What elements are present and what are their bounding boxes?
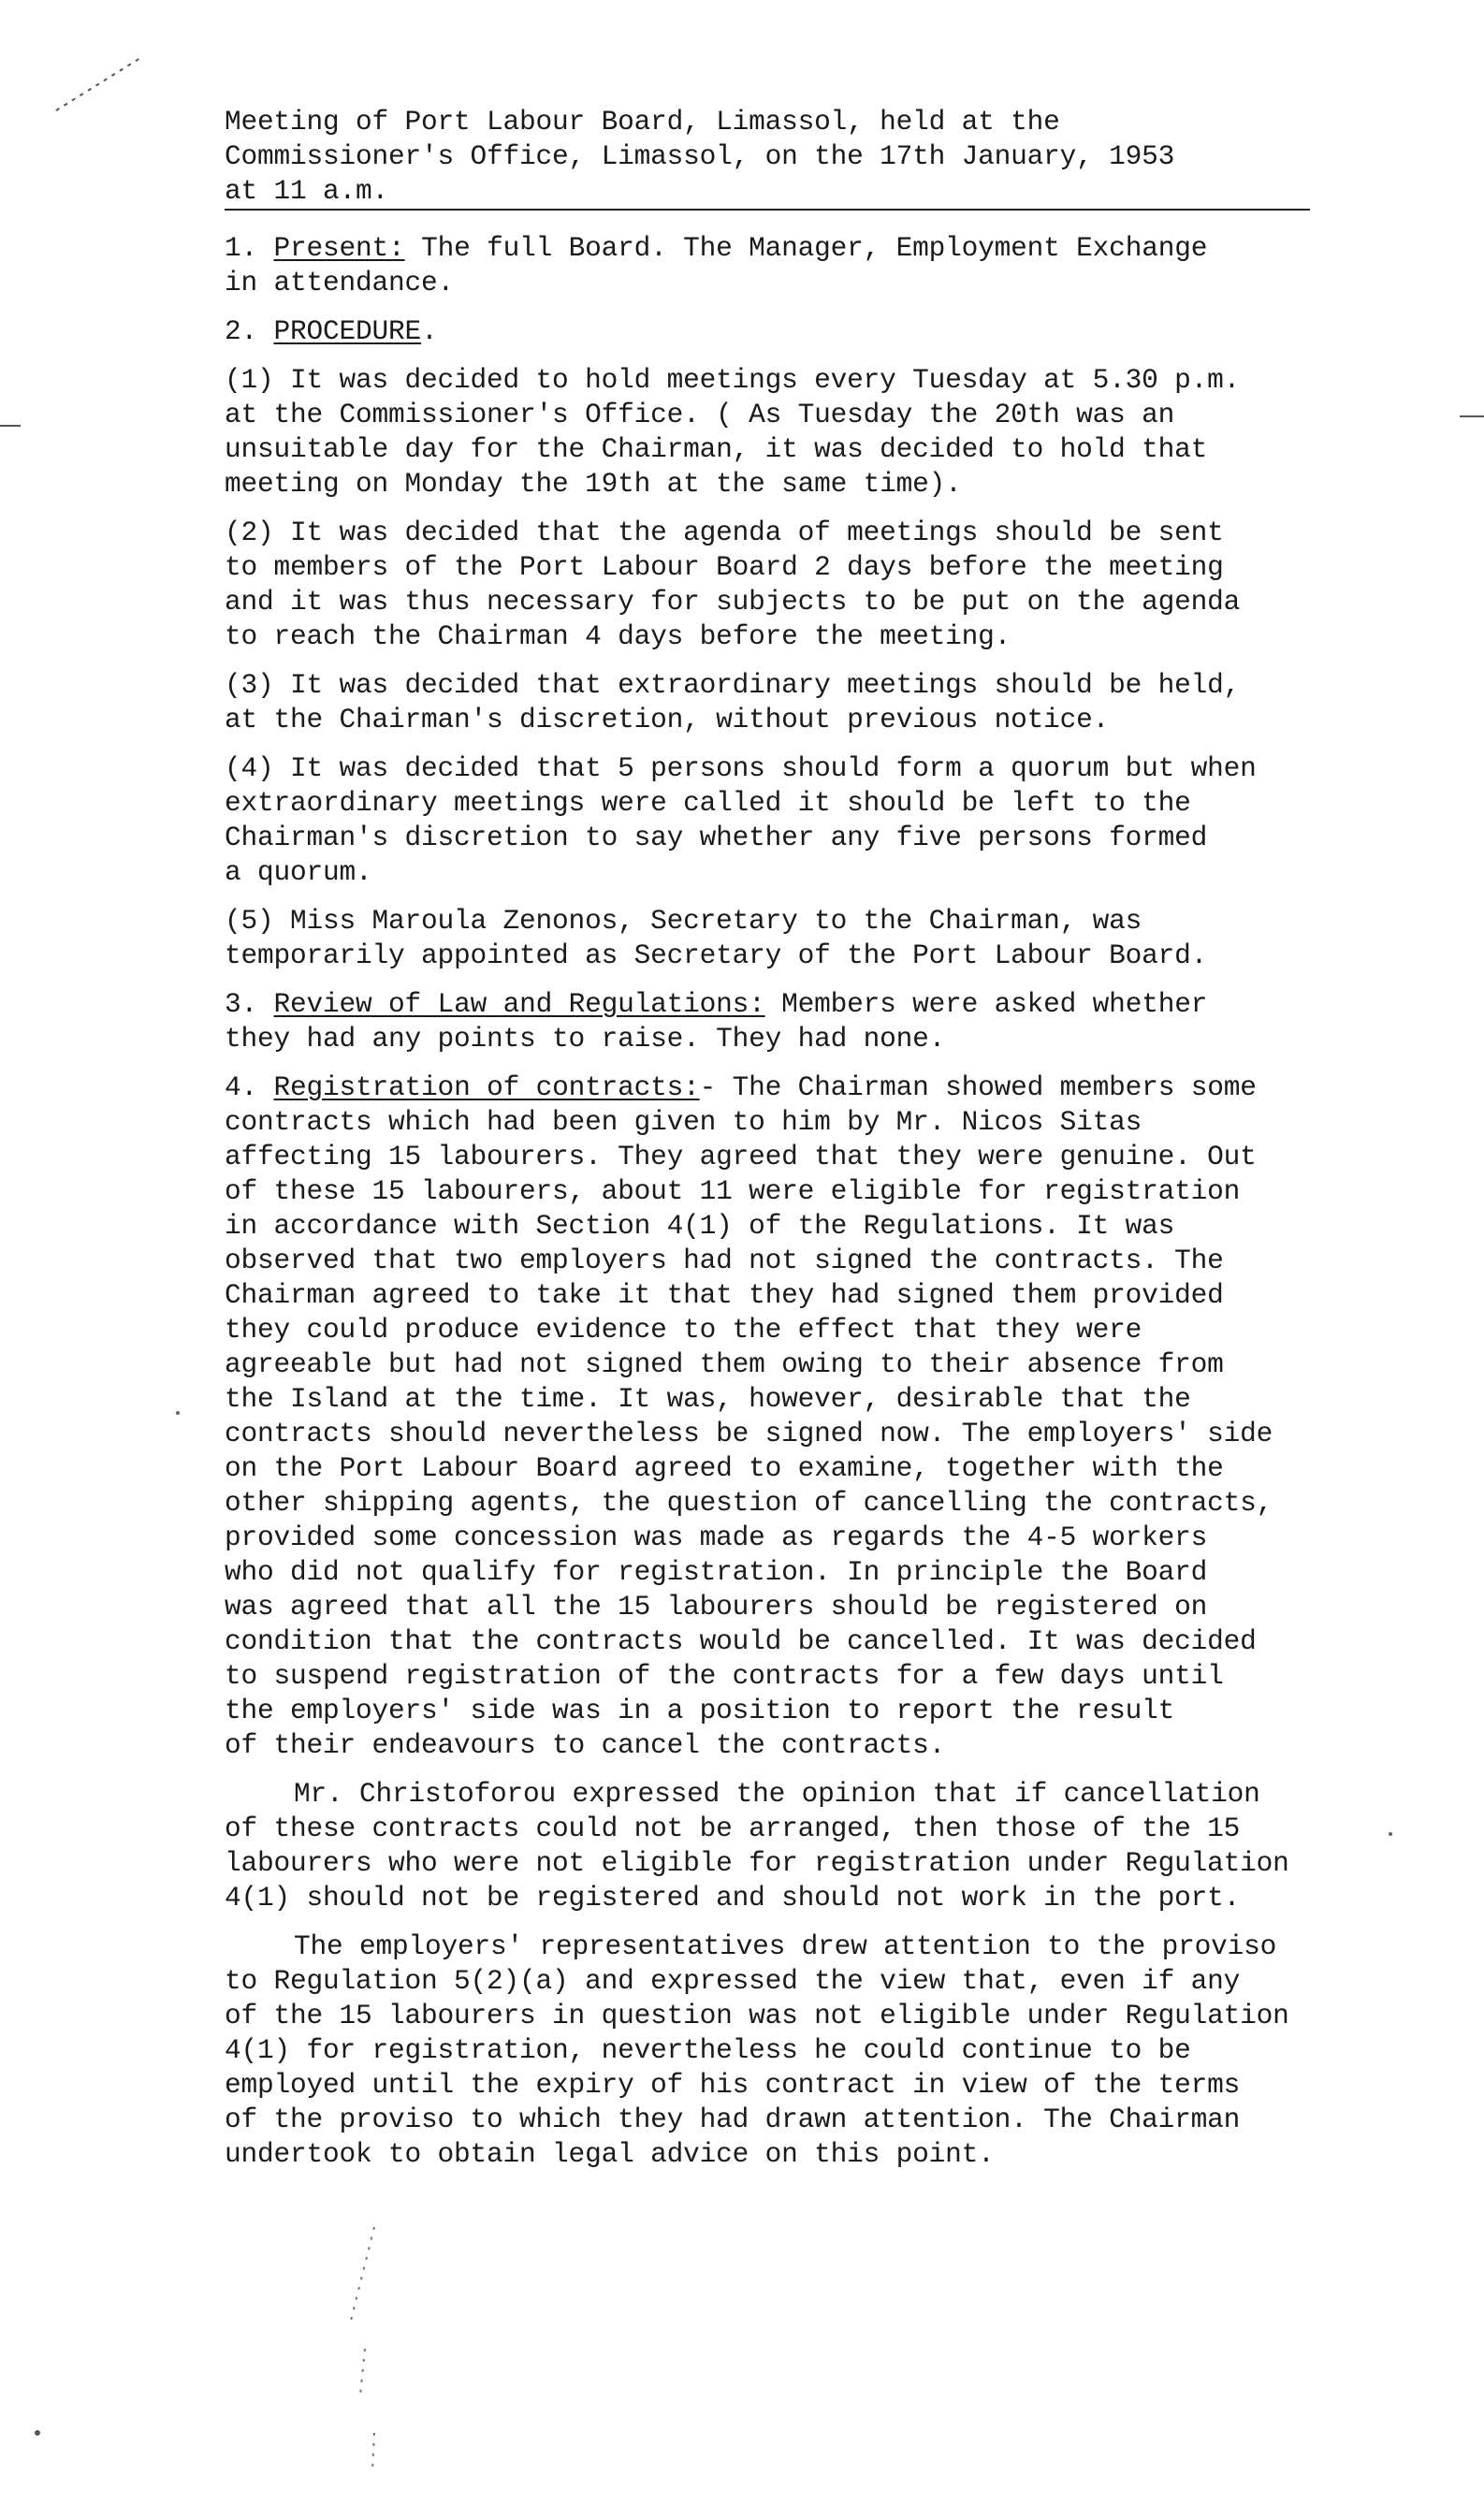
paragraph-line: of these contracts could not be arranged, then those of the 15 — [225, 1812, 1241, 1844]
section-number: 4. — [225, 1071, 258, 1103]
paragraph-line: (4) It was decided that 5 persons should form a quorum but when — [225, 752, 1257, 784]
paragraph-line: Chairman's discretion to say whether any five persons formed — [225, 822, 1208, 853]
paragraph-line: to Regulation 5(2)(a) and expressed the view that, even if any — [225, 1965, 1241, 1997]
title-line: Commissioner's Office, Limassol, on the 17th January, 1953 — [225, 140, 1175, 172]
section-number: 2. — [225, 315, 258, 347]
section-review — [225, 987, 1385, 1056]
paragraph-line: affecting 15 labourers. They agreed that they were genuine. Out — [225, 1141, 1257, 1172]
paragraph-line: the Island at the time. It was, however, desirable that the — [225, 1383, 1191, 1415]
section-number: 1. — [225, 232, 258, 264]
procedure-item — [225, 516, 1385, 654]
paragraph-line: and it was thus necessary for subjects to be put on the agenda — [225, 586, 1241, 618]
paragraph-line: agreeable but had not signed them owing to their absence from — [225, 1348, 1224, 1380]
paragraph-line: Members were asked whether — [764, 988, 1208, 1020]
present-text: The full Board. The Manager, Employment Exchange — [404, 232, 1208, 264]
paragraph-line: to members of the Port Labour Board 2 days before the meeting — [225, 551, 1224, 583]
ink-dot — [35, 2430, 40, 2436]
section-registration — [225, 1070, 1385, 1763]
paragraph-line: 4(1) should not be registered and should not work in the port. — [225, 1882, 1241, 1914]
pen-stroke-top-left — [56, 58, 140, 110]
paragraph-line: temporarily appointed as Secretary of the Port Labour Board. — [225, 939, 1208, 971]
section-procedure — [225, 314, 1385, 349]
employers-paragraph — [225, 1929, 1385, 2172]
pen-stroke-bottom — [351, 2227, 374, 2470]
section-present — [225, 231, 1385, 300]
paragraph-line: - The Chairman showed members some — [699, 1071, 1257, 1103]
paragraph-line: they could produce evidence to the effect that they were — [225, 1314, 1142, 1346]
paragraph-line: of the proviso to which they had drawn attention. The Chairman — [225, 2104, 1241, 2135]
paragraph-line: extraordinary meetings were called it should be left to the — [225, 787, 1191, 819]
paragraph-line: (2) It was decided that the agenda of meetings should be sent — [225, 517, 1224, 548]
paragraph-line: to reach the Chairman 4 days before the meeting. — [225, 620, 1011, 652]
paragraph-line: the employers' side was in a position to report the result — [225, 1695, 1175, 1726]
ink-dot — [176, 1411, 180, 1415]
paragraph-line: employed until the expiry of his contract in view of the terms — [225, 2069, 1241, 2101]
paragraph-line: who did not qualify for registration. In principle the Board — [225, 1556, 1208, 1588]
procedure-item — [225, 751, 1385, 890]
paragraph-line: labourers who were not eligible for registration under Regulation — [225, 1847, 1289, 1879]
paragraph-line: provided some concession was made as regards the 4-5 workers — [225, 1521, 1208, 1553]
paragraph-line: (1) It was decided to hold meetings every Tuesday at 5.30 p.m. — [225, 364, 1241, 396]
section-number: 3. — [225, 988, 258, 1020]
title-line: Meeting of Port Labour Board, Limassol, held at the — [225, 106, 1060, 138]
paragraph-line: (3) It was decided that extraordinary meetings should be held, — [225, 669, 1241, 701]
paragraph-line: they had any points to raise. They had none. — [225, 1023, 946, 1055]
document-page — [225, 105, 1385, 2186]
section-heading-registration: Registration of contracts: — [273, 1071, 700, 1103]
paragraph-line: other shipping agents, the question of cancelling the contracts, — [225, 1487, 1273, 1519]
section-heading-present: Present: — [273, 232, 405, 264]
paragraph-line: in accordance with Section 4(1) of the Regulations. It was — [225, 1210, 1175, 1242]
paragraph-line: Mr. Christoforou expressed the opinion that if cancellation — [294, 1778, 1260, 1810]
section-heading-review: Review of Law and Regulations: — [273, 988, 765, 1020]
paragraph-line: undertook to obtain legal advice on this point. — [225, 2138, 995, 2170]
paragraph-line: at the Chairman's discretion, without previous notice. — [225, 704, 1110, 735]
title-line: at 11 a.m. — [225, 175, 389, 207]
paragraph-line: on the Port Labour Board agreed to examine, together with the — [225, 1452, 1224, 1484]
paragraph-line: The employers' representatives drew attention to the proviso — [294, 1930, 1277, 1962]
paragraph-line: of their endeavours to cancel the contracts. — [225, 1729, 946, 1761]
paragraph-line: of these 15 labourers, about 11 were eligible for registration — [225, 1175, 1241, 1207]
paragraph-line: contracts which had been given to him by Mr. Nicos Sitas — [225, 1106, 1142, 1138]
meeting-title — [225, 105, 1385, 211]
paragraph-line: Chairman agreed to take it that they had signed them provided — [225, 1279, 1224, 1311]
paragraph-line: condition that the contracts would be cancelled. It was decided — [225, 1625, 1257, 1657]
ink-dot — [1389, 1832, 1392, 1836]
christoforou-paragraph — [225, 1777, 1385, 1915]
paragraph-line: 4(1) for registration, nevertheless he could continue to be — [225, 2034, 1191, 2066]
section-heading-procedure: PROCEDURE — [273, 315, 422, 347]
procedure-item — [225, 904, 1385, 973]
paragraph-line: a quorum. — [225, 856, 372, 888]
paragraph-line: contracts should nevertheless be signed now. The employers' side — [225, 1418, 1273, 1449]
procedure-item — [225, 668, 1385, 737]
paragraph-line: to suspend registration of the contracts for a few days until — [225, 1660, 1224, 1692]
present-text: in attendance. — [225, 267, 455, 298]
paragraph-line: meeting on Monday the 19th at the same time). — [225, 468, 962, 500]
heading-period: . — [421, 315, 438, 347]
procedure-item — [225, 363, 1385, 502]
paragraph-line: at the Commissioner's Office. ( As Tuesday the 20th was an — [225, 399, 1175, 430]
paragraph-line: (5) Miss Maroula Zenonos, Secretary to the Chairman, was — [225, 905, 1142, 937]
paragraph-line: unsuitable day for the Chairman, it was decided to hold that — [225, 433, 1208, 465]
paragraph-line: observed that two employers had not signed the contracts. The — [225, 1245, 1224, 1276]
paragraph-line: was agreed that all the 15 labourers should be registered on — [225, 1591, 1208, 1623]
title-divider — [225, 209, 1310, 211]
paragraph-line: of the 15 labourers in question was not eligible under Regulation — [225, 2000, 1289, 2031]
